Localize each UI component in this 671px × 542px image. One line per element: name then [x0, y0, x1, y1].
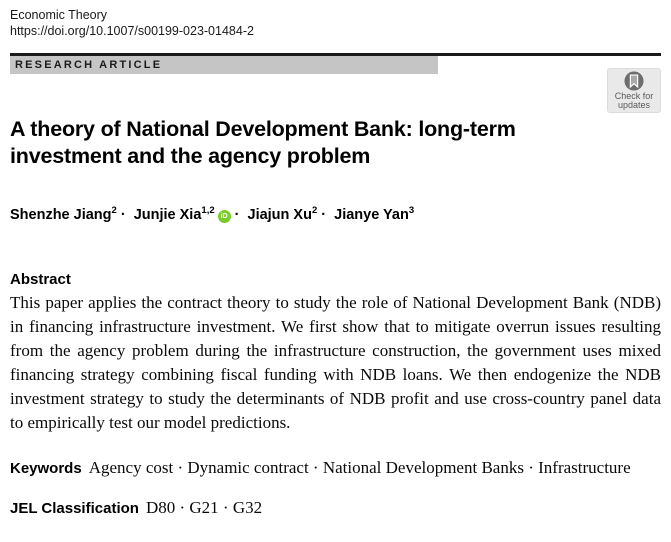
author-separator: ·: [321, 206, 327, 223]
author-affiliation-sup: 2: [111, 205, 117, 216]
check-badge-text: Check for updates: [614, 90, 654, 110]
keywords-label: Keywords: [10, 459, 82, 477]
abstract-heading: Abstract: [10, 270, 71, 288]
author-affiliation-sup: 2: [311, 205, 318, 216]
paper-title: A theory of National Development Bank: long-term investment and the agency problem: [10, 117, 516, 168]
article-type-bar: [10, 56, 438, 74]
author-affiliation-sup: 1,2: [201, 205, 215, 216]
journal-name: Economic Theory: [10, 8, 108, 22]
header-rule: [10, 53, 661, 74]
check-for-updates-button[interactable]: [607, 68, 661, 113]
author-separator: ·: [234, 206, 240, 223]
abstract-text: This paper applies the contract theory to study the role of National Development Bank (NDB) in financing infrastructure investment. We first show that to mitigate overrun issues resulting from the agency problem during the infrastructure construction, the government uses mixed financing strategy combining fiscal funding with NDB loans. We then endogenize the NDB investment strategy to study the determinants of NDB profit and use cross-country panel data to empirically test our model predictions.: [10, 292, 661, 432]
author-separator: ·: [120, 206, 126, 223]
author-affiliation-sup: 3: [408, 205, 415, 216]
keywords-text: Agency cost · Dynamic contract · National Development Banks · Infrastructure: [88, 457, 631, 477]
author[interactable]: Jiajun Xu$^2$: [247, 205, 318, 223]
author[interactable]: Shenzhe Jiang$^2$: [10, 205, 117, 223]
jel-text: D80 · G21 · G32: [145, 497, 263, 517]
jel-label: JEL Classification: [10, 499, 139, 517]
article-type-label: RESEARCH ARTICLE: [15, 59, 163, 71]
author[interactable]: Junjie Xia$^{1,2}$: [133, 205, 215, 223]
doi-link[interactable]: https://doi.org/10.1007/s00199-023-01484-2: [10, 24, 254, 38]
keywords-block: [10, 456, 661, 481]
crossmark-bookmark-icon: [624, 71, 644, 91]
jel-classification-block: [10, 496, 661, 521]
orcid-icon[interactable]: iD: [218, 210, 231, 223]
author[interactable]: Jianye Yan$^3$: [334, 205, 415, 223]
author-list: [10, 200, 661, 226]
